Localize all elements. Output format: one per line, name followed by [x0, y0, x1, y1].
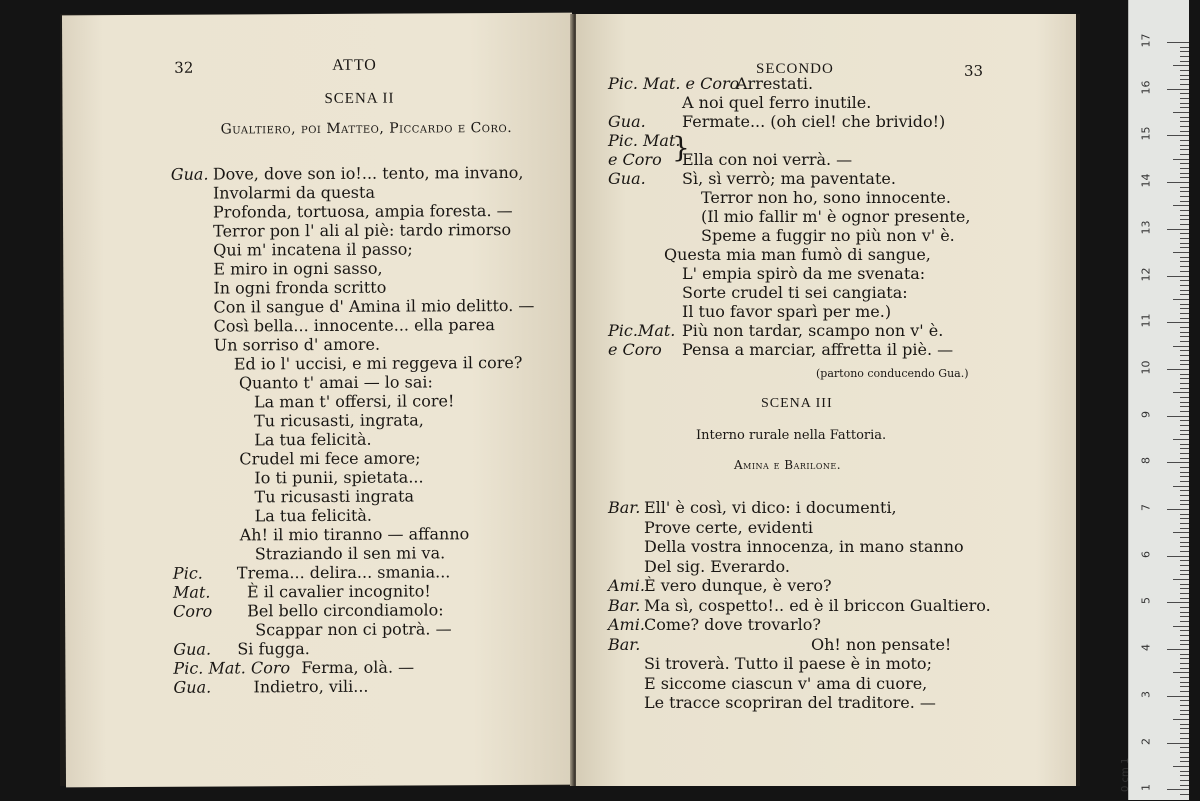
- verse-line: Terror pon l' ali al piè: tardo rimorso: [213, 219, 512, 241]
- ruler-tick: [1180, 84, 1189, 85]
- ruler-tick: [1167, 89, 1189, 90]
- ruler-tick: [1180, 481, 1189, 482]
- ruler-tick: [1180, 771, 1189, 772]
- ruler-tick: [1180, 327, 1189, 328]
- verse-line: Le tracce scopriran del traditore. —: [644, 693, 936, 712]
- ruler-tick: [1180, 383, 1189, 384]
- ruler-tick: [1180, 738, 1189, 739]
- speaker-label: Pic. Mat. e Coro: [608, 74, 740, 93]
- ruler-tick: [1173, 672, 1189, 673]
- ruler-tick: [1173, 392, 1189, 393]
- ruler-number: 6: [1139, 550, 1153, 558]
- verse-line: Terror non ho, sono innocente.: [701, 188, 951, 207]
- ruler-tick: [1180, 238, 1189, 239]
- ruler-tick: [1180, 490, 1189, 491]
- ruler-tick: [1180, 495, 1189, 496]
- ruler-tick: [1180, 318, 1189, 319]
- ruler-tick: [1180, 196, 1189, 197]
- speaker-label: Gua.: [173, 639, 212, 659]
- verse-line: A noi quel ferro inutile.: [682, 93, 872, 112]
- ruler-tick: [1167, 229, 1189, 230]
- ruler-tick: [1180, 752, 1189, 753]
- verse-line: Oh! non pensate!: [811, 634, 952, 654]
- ruler-tick: [1180, 341, 1189, 342]
- ruler-tick: [1180, 700, 1189, 701]
- ruler-tick: [1180, 360, 1189, 361]
- verse-line: Quanto t' amai — lo sai:: [238, 372, 433, 393]
- speaker-label: Gua.: [170, 164, 209, 184]
- ruler-tick: [1180, 107, 1189, 108]
- ruler-tick: [1180, 733, 1189, 734]
- ruler-tick: [1173, 532, 1189, 533]
- ruler-tick: [1180, 686, 1189, 687]
- ruler-tick: [1180, 140, 1189, 141]
- ruler-number: 17: [1139, 33, 1153, 48]
- ruler-tick: [1180, 397, 1189, 398]
- ruler-tick: [1180, 472, 1189, 473]
- verse-line: Ell' è così, vi dico: i documenti,: [644, 498, 897, 517]
- ruler-tick: [1180, 56, 1189, 57]
- ruler-tick: [1180, 747, 1189, 748]
- ruler-number: 14: [1139, 173, 1153, 188]
- ruler-tick: [1180, 757, 1189, 758]
- verse-line: Sì, sì verrò; ma paventate.: [682, 169, 896, 188]
- ruler-tick: [1180, 271, 1189, 272]
- ruler-tick: [1180, 607, 1189, 608]
- ruler-tick: [1180, 93, 1189, 94]
- ruler-tick: [1180, 444, 1189, 445]
- ruler-tick: [1180, 528, 1189, 529]
- verse-line: Tu ricusasti, ingrata,: [254, 410, 424, 431]
- verse-line: Io ti punii, spietata...: [254, 467, 424, 488]
- verse-line: E miro in ogni sasso,: [213, 258, 383, 279]
- ruler-tick: [1180, 453, 1189, 454]
- ruler-tick: [1180, 168, 1189, 169]
- ruler-tick: [1180, 154, 1189, 155]
- ruler-tick: [1180, 724, 1189, 725]
- ruler-tick: [1167, 649, 1189, 650]
- ruler-tick: [1180, 308, 1189, 309]
- verse-line: Dove, dove son io!... tento, ma invano,: [212, 162, 524, 184]
- ruler-tick: [1167, 276, 1189, 277]
- ruler-number: 4: [1139, 644, 1153, 652]
- verse-line: La tua felicità.: [254, 429, 372, 450]
- ruler-tick: [1180, 402, 1189, 403]
- ruler-tick: [1173, 486, 1189, 487]
- ruler-tick: [1180, 280, 1189, 281]
- ruler-tick: [1180, 117, 1189, 118]
- verse-line: Come? dove trovarlo?: [644, 615, 821, 634]
- left-page: [62, 13, 576, 788]
- ruler-tick: [1180, 187, 1189, 188]
- ruler-unit-label: 0 cm 1: [1120, 757, 1131, 792]
- ruler-tick: [1180, 728, 1189, 729]
- verse-line: L' empia spirò da me svenata:: [682, 264, 926, 283]
- ruler-tick: [1180, 668, 1189, 669]
- ruler-tick: [1180, 593, 1189, 594]
- verse-line: Pensa a marciar, affretta il piè. —: [682, 340, 954, 359]
- scene-setting: Interno rurale nella Fattoria.: [696, 428, 887, 443]
- verse-line: Prove certe, evidenti: [644, 517, 813, 537]
- verse-line: Trema... delira... smania...: [236, 562, 451, 583]
- ruler-tick: [1180, 640, 1189, 641]
- ruler-tick: [1180, 785, 1189, 786]
- running-head: ATTO: [332, 56, 377, 74]
- speaker-label: e Coro: [608, 340, 662, 359]
- speaker-label: Bar.: [608, 498, 641, 517]
- ruler-tick: [1167, 369, 1189, 370]
- ruler-tick: [1173, 719, 1189, 720]
- ruler-tick: [1167, 416, 1189, 417]
- verse-line: Scappar non ci potrà. —: [255, 619, 452, 640]
- verse-line: Arrestati.: [736, 74, 814, 93]
- verse-line: Si fugga.: [237, 639, 310, 659]
- ruler-tick: [1180, 635, 1189, 636]
- ruler-tick: [1180, 560, 1189, 561]
- ruler-tick: [1180, 504, 1189, 505]
- speaker-label: Pic.: [172, 563, 203, 583]
- verse-line: Straziando il sen mi va.: [254, 543, 446, 564]
- ruler-tick: [1180, 654, 1189, 655]
- ruler-tick: [1180, 285, 1189, 286]
- ruler-tick: [1180, 304, 1189, 305]
- ruler-tick: [1180, 476, 1189, 477]
- ruler-tick: [1180, 121, 1189, 122]
- ruler-tick: [1167, 696, 1189, 697]
- ruler-tick: [1180, 574, 1189, 575]
- verse-line: Bel bello circondiamolo:: [247, 600, 444, 621]
- speaker-label: Mat.: [172, 582, 211, 602]
- ruler-tick: [1180, 630, 1189, 631]
- ruler-tick: [1180, 598, 1189, 599]
- ruler-number: 10: [1139, 360, 1153, 375]
- verse-line: Ah! il mio tiranno — affanno: [239, 524, 470, 545]
- verse-line: Ferma, olà. —: [301, 657, 415, 678]
- verse-line: Tu ricusasti ingrata: [254, 486, 415, 507]
- ruler-tick: [1180, 663, 1189, 664]
- verse-line: Più non tardar, scampo non v' è.: [682, 321, 944, 340]
- ruler-tick: [1180, 388, 1189, 389]
- ruler-tick: [1180, 518, 1189, 519]
- ruler-tick: [1180, 448, 1189, 449]
- verse-line: Qui m' incatena il passo;: [213, 239, 413, 260]
- scene-characters: Amina e Barilone.: [734, 458, 842, 472]
- ruler-number: 11: [1139, 313, 1153, 328]
- ruler-tick: [1180, 584, 1189, 585]
- ruler-tick: [1180, 710, 1189, 711]
- ruler-tick: [1180, 406, 1189, 407]
- ruler-tick: [1173, 112, 1189, 113]
- verse-line: (Il mio fallir m' è ognor presente,: [701, 207, 971, 226]
- ruler-tick: [1180, 467, 1189, 468]
- ruler-tick: [1180, 616, 1189, 617]
- ruler-tick: [1180, 75, 1189, 76]
- ruler-tick: [1180, 247, 1189, 248]
- verse-line: Con il sangue d' Amina il mio delitto. —: [213, 295, 535, 317]
- verse-line: Si troverà. Tutto il paese è in moto;: [644, 654, 932, 673]
- ruler-tick: [1180, 364, 1189, 365]
- page-number: 33: [964, 62, 984, 80]
- ruler-number: 12: [1139, 267, 1153, 281]
- ruler-tick: [1180, 430, 1189, 431]
- ruler-tick: [1180, 61, 1189, 62]
- ruler-tick: [1167, 182, 1189, 183]
- verse-line: Un sorriso d' amore.: [213, 334, 381, 355]
- ruler-number: 3: [1139, 690, 1153, 698]
- ruler-number: 16: [1139, 80, 1153, 95]
- ruler-number: 8: [1139, 457, 1153, 465]
- scene-title: SCENA II: [324, 90, 395, 107]
- ruler-number: 2: [1139, 737, 1153, 745]
- ruler-number: 13: [1139, 220, 1153, 235]
- speaker-label: Pic.Mat.: [608, 321, 676, 340]
- verse-line: In ogni fronda scritto: [213, 277, 387, 298]
- ruler-tick: [1180, 210, 1189, 211]
- ruler-tick: [1180, 537, 1189, 538]
- ruler-tick: [1180, 570, 1189, 571]
- verse-line: Della vostra innocenza, in mano stanno: [644, 537, 964, 556]
- verse-line: Profonda, tortuosa, ampia foresta. —: [212, 200, 513, 222]
- speaker-label: Gua.: [608, 112, 646, 131]
- ruler-tick: [1180, 434, 1189, 435]
- ruler-tick: [1173, 159, 1189, 160]
- ruler-tick: [1180, 458, 1189, 459]
- verse-line: Indietro, vili...: [253, 676, 369, 697]
- verse-line: E siccome ciascun v' ama di cuore,: [644, 673, 928, 693]
- ruler-tick: [1180, 215, 1189, 216]
- ruler-tick: [1180, 523, 1189, 524]
- verse-line: Speme a fuggir no più non v' è.: [701, 226, 955, 245]
- speaker-label: Gua.: [608, 169, 646, 188]
- ruler-tick: [1180, 514, 1189, 515]
- scene-characters: Gualtiero, poi Matteo, Piccardo e Coro.: [220, 119, 513, 138]
- ruler-tick: [1167, 135, 1189, 136]
- ruler-tick: [1180, 621, 1189, 622]
- speaker-brace: }: [672, 131, 690, 164]
- ruler-tick: [1180, 551, 1189, 552]
- ruler-tick: [1173, 299, 1189, 300]
- ruler-tick: [1167, 462, 1189, 463]
- ruler-tick: [1180, 131, 1189, 132]
- ruler-number: 1: [1139, 784, 1153, 792]
- verse-line: Fermate... (oh ciel! che brivido!): [682, 112, 946, 131]
- ruler-tick: [1180, 103, 1189, 104]
- ruler-tick: [1180, 677, 1189, 678]
- ruler-tick: [1180, 126, 1189, 127]
- ruler-tick: [1180, 500, 1189, 501]
- ruler-number: 5: [1139, 597, 1153, 605]
- ruler-tick: [1167, 789, 1189, 790]
- ruler-tick: [1167, 556, 1189, 557]
- ruler-tick: [1180, 290, 1189, 291]
- ruler-tick: [1167, 42, 1189, 43]
- ruler-tick: [1180, 775, 1189, 776]
- ruler-tick: [1180, 336, 1189, 337]
- ruler-tick: [1180, 542, 1189, 543]
- ruler-tick: [1180, 761, 1189, 762]
- ruler-number: 15: [1139, 126, 1153, 141]
- ruler-tick: [1180, 355, 1189, 356]
- ruler-tick: [1173, 626, 1189, 627]
- speaker-label: Ami.: [608, 615, 645, 634]
- ruler-tick: [1180, 378, 1189, 379]
- ruler-tick: [1180, 149, 1189, 150]
- ruler-tick: [1180, 780, 1189, 781]
- ruler-tick: [1180, 177, 1189, 178]
- ruler-tick: [1180, 294, 1189, 295]
- measuring-ruler: [1120, 0, 1189, 800]
- speaker-label: Pic. Mat. Coro: [173, 658, 291, 678]
- ruler-tick: [1180, 51, 1189, 52]
- ruler-tick: [1173, 252, 1189, 253]
- speaker-label: e Coro: [608, 150, 662, 169]
- verse-line: Questa mia man fumò di sangue,: [664, 245, 931, 264]
- ruler-tick: [1180, 332, 1189, 333]
- ruler-tick: [1173, 65, 1189, 66]
- ruler-number: 7: [1139, 504, 1153, 511]
- ruler-tick: [1167, 509, 1189, 510]
- verse-line: Del sig. Everardo.: [644, 556, 790, 576]
- ruler-tick: [1180, 691, 1189, 692]
- verse-line: Ed io l' uccisi, e mi reggeva il core?: [233, 352, 523, 374]
- ruler-tick: [1180, 47, 1189, 48]
- ruler-tick: [1167, 322, 1189, 323]
- ruler-tick: [1180, 612, 1189, 613]
- scene-title: SCENA III: [761, 396, 833, 411]
- ruler-tick: [1180, 565, 1189, 566]
- speaker-label: Ami.: [608, 576, 645, 595]
- open-book: [60, 14, 1080, 786]
- ruler-tick: [1180, 644, 1189, 645]
- verse-line: Crudel mi fece amore;: [239, 448, 421, 469]
- ruler-tick: [1167, 743, 1189, 744]
- ruler-tick: [1180, 79, 1189, 80]
- running-head: SECONDO: [756, 61, 834, 77]
- speaker-label: Pic. Mat.: [608, 131, 681, 150]
- ruler-tick: [1180, 219, 1189, 220]
- ruler-tick: [1173, 766, 1189, 767]
- right-page: [576, 14, 1076, 786]
- ruler-tick: [1180, 224, 1189, 225]
- ruler-tick: [1173, 205, 1189, 206]
- ruler-tick: [1180, 70, 1189, 71]
- ruler-tick: [1180, 794, 1189, 795]
- ruler-tick: [1180, 374, 1189, 375]
- verse-line: Involarmi da questa: [212, 182, 376, 203]
- ruler-tick: [1180, 266, 1189, 267]
- ruler-tick: [1173, 579, 1189, 580]
- ruler-tick: [1173, 346, 1189, 347]
- stage-direction: (partono conducendo Gua.): [816, 367, 969, 380]
- speaker-label: Bar.: [608, 595, 641, 615]
- ruler-tick: [1180, 243, 1189, 244]
- ruler-tick: [1180, 98, 1189, 99]
- ruler-tick: [1180, 350, 1189, 351]
- ruler-tick: [1180, 411, 1189, 412]
- verse-line: È vero dunque, è vero?: [644, 576, 832, 595]
- verse-line: È il cavalier incognito!: [246, 581, 431, 602]
- verse-line: Ma sì, cospetto!.. ed è il briccon Gualtiero.: [644, 595, 991, 615]
- ruler-tick: [1180, 257, 1189, 258]
- ruler-tick: [1167, 602, 1189, 603]
- speaker-label: Bar.: [608, 634, 641, 654]
- ruler-tick: [1180, 588, 1189, 589]
- ruler-number: 9: [1139, 410, 1153, 418]
- verse-line: Ella con noi verrà. —: [682, 150, 853, 169]
- ruler-tick: [1180, 173, 1189, 174]
- page-number: 32: [174, 58, 194, 77]
- ruler-tick: [1180, 425, 1189, 426]
- ruler-tick: [1180, 658, 1189, 659]
- ruler-tick: [1180, 191, 1189, 192]
- speaker-label: Gua.: [173, 677, 212, 697]
- verse-line: La tua felicità.: [254, 505, 373, 526]
- verse-line: Sorte crudel ti sei cangiata:: [682, 283, 908, 302]
- ruler-tick: [1180, 420, 1189, 421]
- verse-line: Il tuo favor sparì per me.): [682, 302, 892, 321]
- ruler-tick: [1180, 201, 1189, 202]
- verse-line: Così bella... innocente... ella parea: [213, 315, 495, 336]
- ruler-tick: [1180, 682, 1189, 683]
- ruler-tick: [1180, 261, 1189, 262]
- ruler-tick: [1180, 145, 1189, 146]
- ruler-tick: [1180, 546, 1189, 547]
- ruler-tick: [1180, 714, 1189, 715]
- ruler-tick: [1180, 163, 1189, 164]
- ruler-tick: [1180, 313, 1189, 314]
- ruler-tick: [1173, 439, 1189, 440]
- verse-line: La man t' offersi, il core!: [253, 391, 455, 412]
- ruler-tick: [1180, 233, 1189, 234]
- speaker-label: Coro: [173, 601, 213, 621]
- ruler-tick: [1180, 705, 1189, 706]
